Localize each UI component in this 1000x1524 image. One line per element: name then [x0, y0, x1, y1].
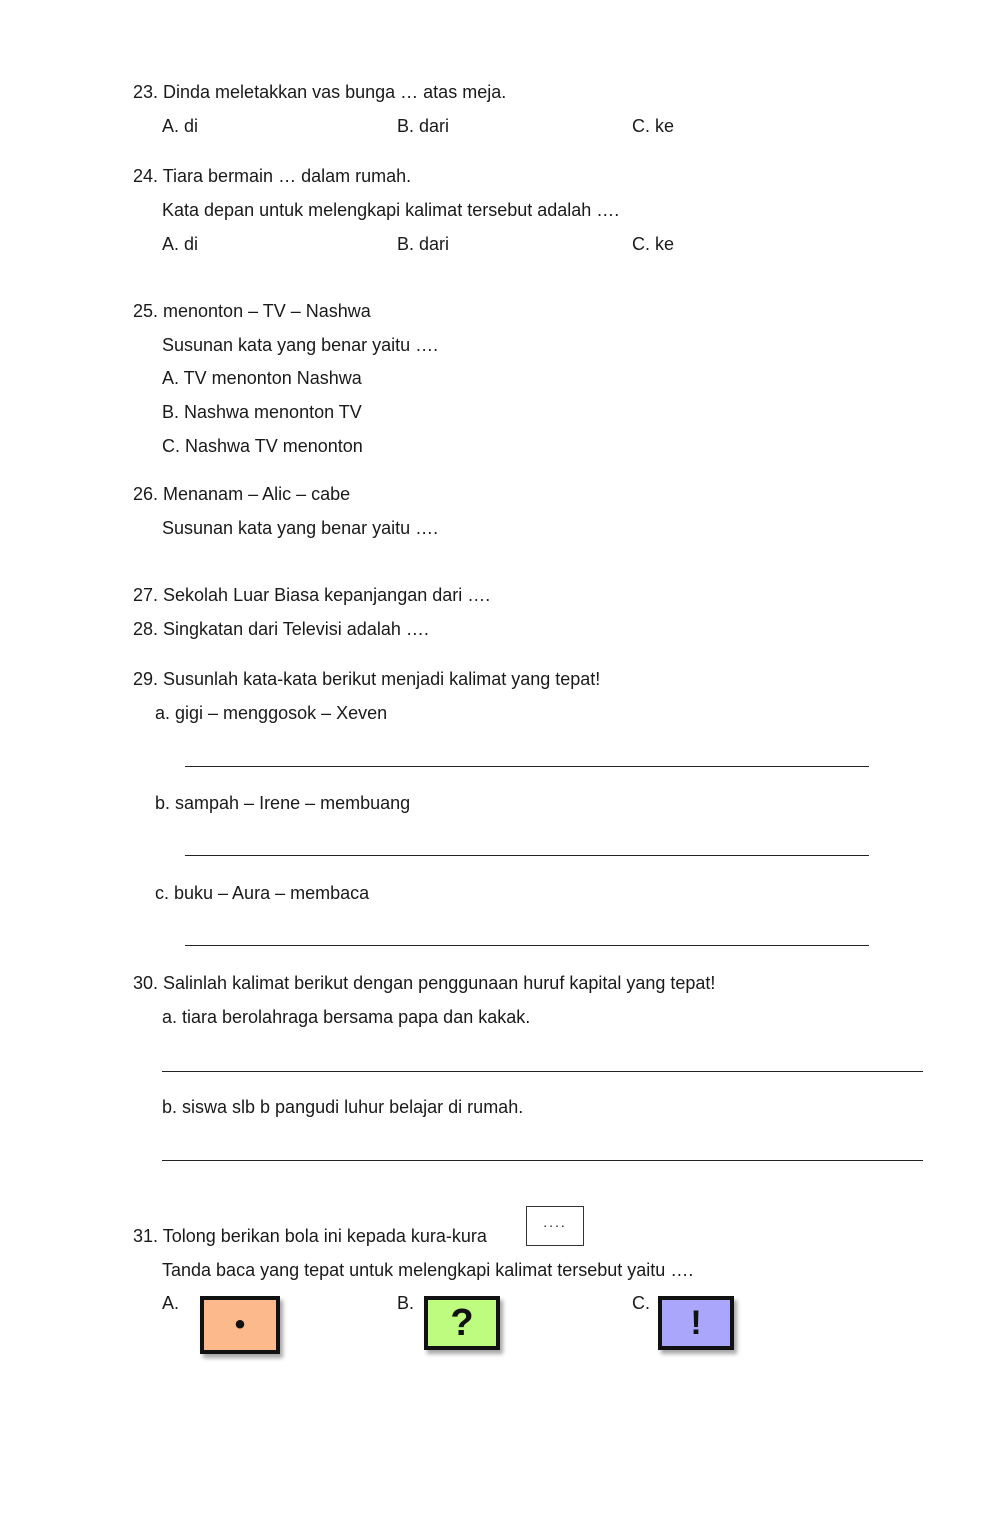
q23-option-b[interactable]: B. dari	[397, 116, 450, 136]
q24-prompt: Kata depan untuk melengkapi kalimat tersebut adalah ….	[162, 200, 620, 220]
q30-answer-line-a[interactable]	[162, 1071, 923, 1072]
exclamation-option-button[interactable]	[658, 1296, 734, 1350]
period-symbol: •	[234, 1308, 246, 1341]
question-23: 23. Dinda meletakkan vas bunga … atas meja.	[133, 82, 507, 102]
q30-item-a: a. tiara berolahraga bersama papa dan kakak.	[162, 1007, 531, 1027]
q31-blank-box[interactable]: ....	[526, 1206, 584, 1246]
q29-answer-line-b[interactable]	[185, 855, 869, 856]
exclamation-symbol: !	[690, 1303, 702, 1342]
question-31: 31. Tolong berikan bola ini kepada kura-kura	[133, 1226, 487, 1246]
q25-option-c[interactable]: C. Nashwa TV menonton	[162, 436, 363, 456]
q23-option-a[interactable]: A. di	[162, 116, 199, 136]
question-26: 26. Menanam – Alic – cabe	[133, 484, 351, 504]
q29-answer-line-c[interactable]	[185, 945, 869, 946]
question-28: 28. Singkatan dari Televisi adalah ….	[133, 619, 429, 639]
q25-option-b[interactable]: B. Nashwa menonton TV	[162, 402, 362, 422]
q31-option-c-label: C.	[632, 1293, 650, 1313]
q30-item-b: b. siswa slb b pangudi luhur belajar di rumah.	[162, 1097, 524, 1117]
question-mark-option-button[interactable]	[424, 1296, 500, 1350]
q31-option-b-label: B.	[397, 1293, 415, 1313]
question-mark-symbol: ?	[450, 1301, 474, 1344]
question-25: 25. menonton – TV – Nashwa	[133, 301, 371, 321]
q24-option-a[interactable]: A. di	[162, 234, 199, 254]
question-29: 29. Susunlah kata-kata berikut menjadi kalimat yang tepat!	[133, 669, 601, 689]
q25-prompt: Susunan kata yang benar yaitu ….	[162, 335, 439, 355]
q31-option-a-label: A.	[162, 1293, 180, 1313]
q29-item-b: b. sampah – Irene – membuang	[155, 793, 411, 813]
q24-option-c[interactable]: C. ke	[632, 234, 675, 254]
q30-answer-line-b[interactable]	[162, 1160, 923, 1161]
q29-item-c: c. buku – Aura – membaca	[155, 883, 370, 903]
q23-option-c[interactable]: C. ke	[632, 116, 675, 136]
question-30: 30. Salinlah kalimat berikut dengan penggunaan huruf kapital yang tepat!	[133, 973, 716, 993]
q24-option-b[interactable]: B. dari	[397, 234, 450, 254]
q29-item-a: a. gigi – menggosok – Xeven	[155, 703, 388, 723]
q31-prompt: Tanda baca yang tepat untuk melengkapi kalimat tersebut yaitu ….	[162, 1260, 694, 1280]
question-27: 27. Sekolah Luar Biasa kepanjangan dari ….	[133, 585, 491, 605]
period-option-button[interactable]	[200, 1296, 280, 1354]
q29-answer-line-a[interactable]	[185, 766, 869, 767]
question-24: 24. Tiara bermain … dalam rumah.	[133, 166, 412, 186]
q25-option-a[interactable]: A. TV menonton Nashwa	[162, 368, 362, 388]
q26-prompt: Susunan kata yang benar yaitu ….	[162, 518, 439, 538]
